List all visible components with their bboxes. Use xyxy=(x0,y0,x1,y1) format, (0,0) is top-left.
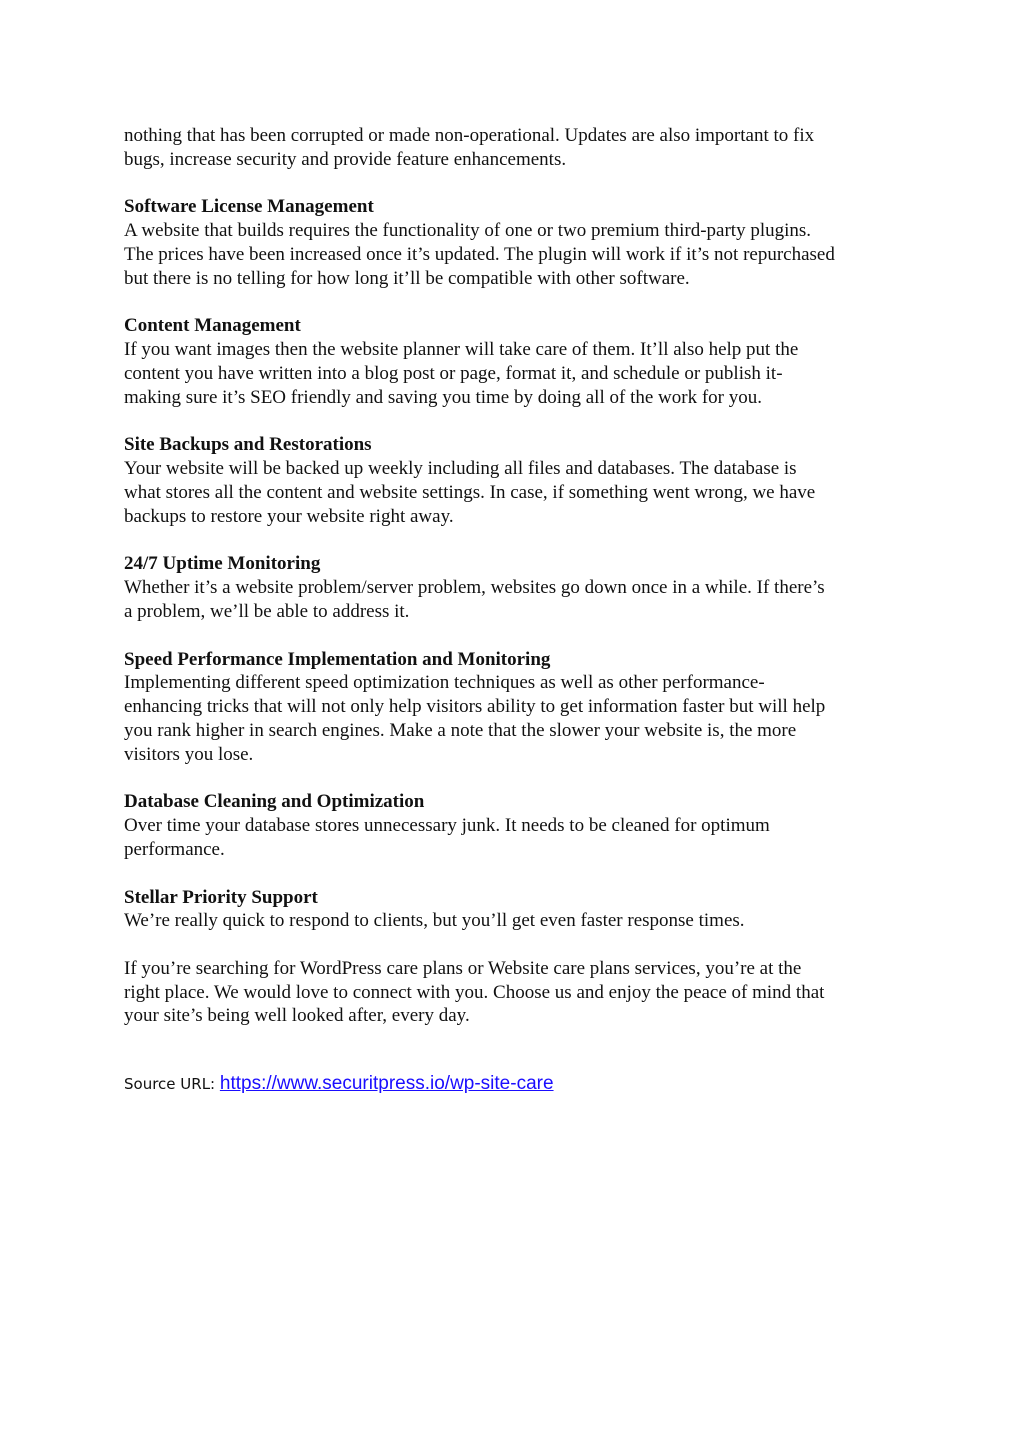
section-body: Over time your database stores unnecessary junk. It needs to be cleaned for optimum performance. xyxy=(124,815,770,860)
section-body: We’re really quick to respond to clients, but you’ll get even faster response times. xyxy=(124,910,745,932)
section-body: Your website will be backed up weekly including all files and databases. The database is what stores all the content and website settings. In case, if something went wrong, we have backups to restore your website right away. xyxy=(124,458,816,527)
section-body: Whether it’s a website problem/server problem, websites go down once in a while. If there’s a problem, we’ll be able to address it. xyxy=(124,577,825,622)
section-priority-support xyxy=(124,886,914,934)
section-heading: Stellar Priority Support xyxy=(124,886,318,908)
section-body: Implementing different speed optimization techniques as well as other performance- enhancing tricks that will not only help visitors ability to get information faster but will help you rank higher in search engines. Make a note that the slower your website is, the more visitors you lose. xyxy=(124,672,826,765)
section-site-backups xyxy=(124,433,914,528)
section-heading: Site Backups and Restorations xyxy=(124,434,372,456)
section-content-management xyxy=(124,314,914,409)
closing-paragraph: If you’re searching for WordPress care plans or Website care plans services, you’re at the right place. We would love to connect with you. Choose us and enjoy the peace of mind that your site’s being well looked after, every day. xyxy=(124,957,825,1027)
section-body: A website that builds requires the functionality of one or two premium third-party plugins. The prices have been increased once it’s updated. The plugin will work if it’s not repurchased but there is no telling for how long it’ll be compatible with other software. xyxy=(124,220,835,289)
section-uptime-monitoring xyxy=(124,552,914,623)
source-label: Source URL: xyxy=(124,1075,220,1094)
section-software-license xyxy=(124,195,914,290)
source-url-link[interactable]: https://www.securitpress.io/wp-site-care xyxy=(219,1073,554,1095)
section-speed-performance xyxy=(124,648,914,767)
section-heading: Database Cleaning and Optimization xyxy=(124,791,425,813)
section-heading: Software License Management xyxy=(124,196,374,218)
section-heading: Speed Performance Implementation and Monitoring xyxy=(124,648,551,670)
intro-paragraph: nothing that has been corrupted or made non-operational. Updates are also important to fix bugs, increase security and provide feature enhancements. xyxy=(124,125,815,170)
section-database-cleaning xyxy=(124,790,914,861)
section-body: If you want images then the website planner will take care of them. It’ll also help put the content you have written into a blog post or page, format it, and schedule or publish it- making sure it’s SEO friendly and saving you time by doing all of the work for you. xyxy=(124,339,799,408)
section-heading: Content Management xyxy=(124,315,301,337)
section-heading: 24/7 Uptime Monitoring xyxy=(124,553,321,575)
source-line xyxy=(124,1072,914,1097)
document-page xyxy=(124,124,914,1097)
